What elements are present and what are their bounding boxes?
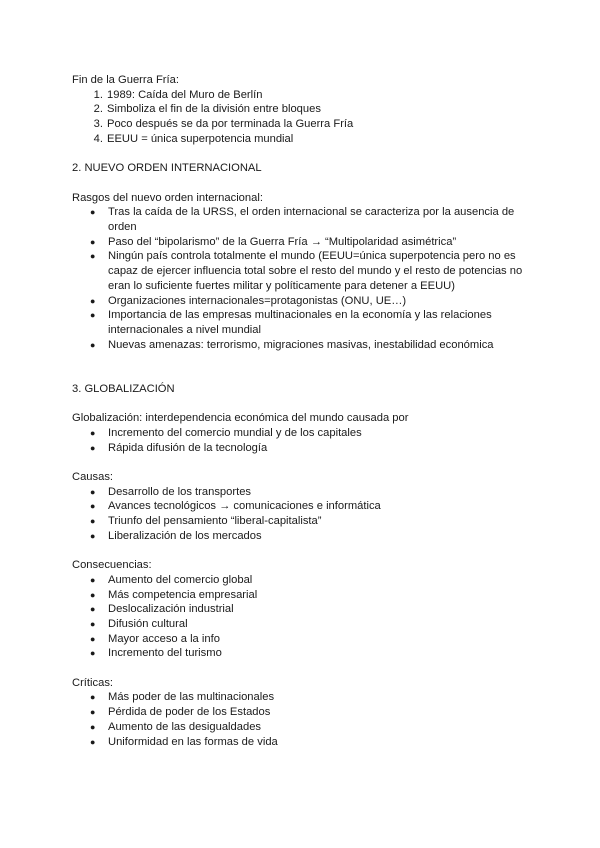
bullet-icon: ● xyxy=(90,633,96,644)
list-item: ● Mayor acceso a la info xyxy=(90,632,220,645)
list-item: ● Aumento del comercio global xyxy=(90,573,253,586)
list-item: ● Pérdida de poder de los Estados xyxy=(90,706,271,719)
criticas-list xyxy=(72,690,522,749)
list-item: ● Difusión cultural xyxy=(90,617,188,630)
list-item: ● Aumento de las desigualdades xyxy=(90,720,262,733)
list-item: ● Paso del “bipolarismo” de la Guerra Fría → “Multipolaridad asimétrica” xyxy=(90,235,457,248)
bullet-icon: ● xyxy=(90,516,96,527)
list-item: 1. 1989: Caída del Muro de Berlín xyxy=(93,88,263,101)
nuevo-orden-list xyxy=(72,205,522,352)
list-item: ● Liberalización de los mercados xyxy=(90,529,262,542)
section-2-subtitle: Rasgos del nuevo orden internacional: xyxy=(72,191,263,204)
section-3-heading: 3. GLOBALIZACIÓN xyxy=(72,382,175,395)
list-item: ● Más competencia empresarial xyxy=(90,588,258,601)
fin-guerra-fria-list xyxy=(72,88,522,147)
list-item: 3. Poco después se da por terminada la Guerra Fría xyxy=(93,118,354,131)
list-item: ● Avances tecnológicos → comunicaciones e informática xyxy=(90,500,381,513)
consecuencias-list xyxy=(72,573,522,661)
bullet-icon: ● xyxy=(90,736,96,747)
document-page xyxy=(72,73,522,749)
list-item: 2. Simboliza el fin de la división entre bloques xyxy=(93,103,321,116)
bullet-icon: ● xyxy=(90,574,96,585)
list-item: ● Deslocalización industrial xyxy=(90,603,234,616)
list-item: ● Triunfo del pensamiento “liberal-capitalista” xyxy=(90,515,322,528)
bullet-icon: ● xyxy=(90,501,96,512)
bullet-icon: ● xyxy=(90,236,96,247)
globalizacion-definition: Globalización: interdependencia económica del mundo causada por xyxy=(72,412,409,425)
consecuencias-title: Consecuencias: xyxy=(72,559,152,572)
list-item: ● Ningún país controla totalmente el mundo (EEUU=única superpotencia pero no es capaz de ejercer influencia total sobre el resto del mundo y el resto de potencias no eran lo suficiente fuertes militar y políticamente para detener a EEUU) xyxy=(90,250,523,292)
bullet-icon: ● xyxy=(90,589,96,600)
list-item: ● Organizaciones internacionales=protagonistas (ONU, UE…) xyxy=(90,294,407,307)
list-item: ● Incremento del turismo xyxy=(90,647,222,660)
bullet-icon: ● xyxy=(90,648,96,659)
list-item: ● Uniformidad en las formas de vida xyxy=(90,735,278,748)
list-item: ● Desarrollo de los transportes xyxy=(90,485,252,498)
bullet-icon: ● xyxy=(90,339,96,350)
bullet-icon: ● xyxy=(90,295,96,306)
bullet-icon: ● xyxy=(90,442,96,453)
bullet-icon: ● xyxy=(90,692,96,703)
fin-guerra-fria-title: Fin de la Guerra Fría: xyxy=(72,74,179,86)
list-item: ● Incremento del comercio mundial y de los capitales xyxy=(90,426,362,439)
criticas-title: Críticas: xyxy=(72,676,114,689)
list-item: ● Más poder de las multinacionales xyxy=(90,691,275,704)
bullet-icon: ● xyxy=(90,707,96,718)
list-item: ● Rápida difusión de la tecnología xyxy=(90,441,268,454)
bullet-icon: ● xyxy=(90,530,96,541)
bullet-icon: ● xyxy=(90,618,96,629)
causas-list xyxy=(72,485,522,544)
bullet-icon: ● xyxy=(90,207,96,218)
bullet-icon: ● xyxy=(90,251,96,262)
section-2-heading: 2. NUEVO ORDEN INTERNACIONAL xyxy=(72,162,262,175)
list-item: ● Nuevas amenazas: terrorismo, migraciones masivas, inestabilidad económica xyxy=(90,338,494,351)
list-item: ● Tras la caída de la URSS, el orden internacional se caracteriza por la ausencia de orden xyxy=(90,206,515,233)
bullet-icon: ● xyxy=(90,721,96,732)
bullet-icon: ● xyxy=(90,427,96,438)
definition-list xyxy=(72,426,522,455)
list-item: 4. EEUU = única superpotencia mundial xyxy=(93,132,294,145)
bullet-icon: ● xyxy=(90,486,96,497)
causas-title: Causas: xyxy=(72,470,114,483)
bullet-icon: ● xyxy=(90,310,96,321)
bullet-icon: ● xyxy=(90,604,96,615)
list-item: ● Importancia de las empresas multinacionales en la economía y las relaciones internacionales a nivel mundial xyxy=(90,309,492,336)
